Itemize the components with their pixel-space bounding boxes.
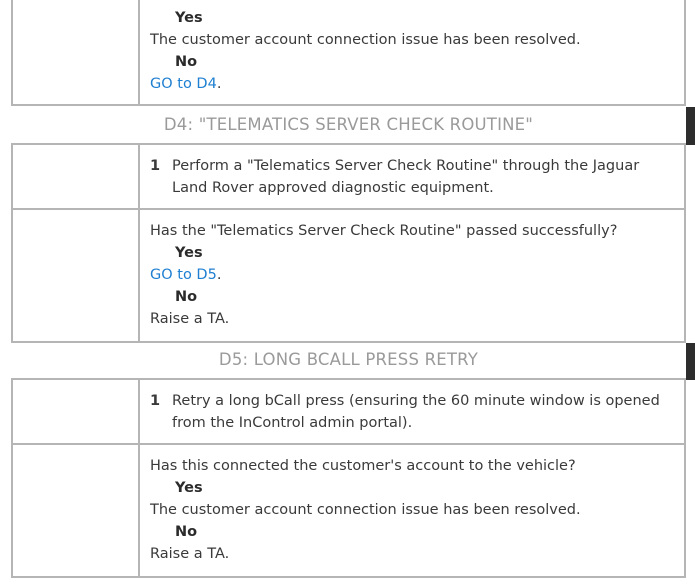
raise-ta-text: Raise a TA. [150, 311, 230, 327]
step-text-line-1: Retry a long bCall press (ensuring the 60 minute window is opened [172, 393, 660, 409]
result-row-d3 [11, 0, 686, 106]
goto-d5-link[interactable]: GO to D5 [150, 267, 217, 283]
goto-d4-link[interactable]: GO to D4 [150, 76, 217, 92]
step-row-d4 [11, 145, 686, 210]
left-cell [13, 210, 140, 343]
step-number: 1 [150, 158, 161, 174]
yes-label: Yes [175, 10, 203, 26]
left-cell [13, 380, 140, 445]
resolved-text: The customer account connection issue has been resolved. [150, 502, 581, 518]
step-text-line-2: Land Rover approved diagnostic equipment. [172, 180, 494, 196]
step-number: 1 [150, 393, 161, 409]
result-cell [140, 0, 684, 106]
step-row-d5 [11, 380, 686, 445]
step-text-line-1: Perform a "Telematics Server Check Routine" through the Jaguar [172, 158, 640, 174]
question-row-d5 [11, 445, 686, 578]
section-heading-d5: D5: LONG BCALL PRESS RETRY [218, 350, 479, 369]
step-cell [140, 380, 684, 445]
divider [11, 576, 686, 578]
section-heading-d4: D4: "TELEMATICS SERVER CHECK ROUTINE" [163, 115, 534, 134]
divider [11, 104, 686, 106]
goto-d4-line: GO to D4. [150, 76, 222, 92]
question-cell [140, 210, 684, 343]
page-edge-bar [686, 107, 695, 145]
page-edge-bar [686, 343, 695, 380]
resolved-text: The customer account connection issue has been resolved. [150, 32, 581, 48]
yes-label: Yes [175, 480, 203, 496]
no-label: No [175, 54, 198, 70]
step-text-line-2: from the InControl admin portal). [172, 415, 413, 431]
yes-label: Yes [175, 245, 203, 261]
left-cell [13, 145, 140, 210]
no-label: No [175, 289, 198, 305]
left-cell [13, 445, 140, 578]
question-cell [140, 445, 684, 578]
raise-ta-text: Raise a TA. [150, 546, 230, 562]
no-label: No [175, 524, 198, 540]
left-cell [13, 0, 140, 106]
step-cell [140, 145, 684, 210]
question-text: Has the "Telematics Server Check Routine" passed successfully? [150, 223, 618, 239]
question-row-d4 [11, 210, 686, 343]
goto-d5-line: GO to D5. [150, 267, 222, 283]
divider [11, 341, 686, 343]
question-text: Has this connected the customer's account to the vehicle? [150, 458, 576, 474]
